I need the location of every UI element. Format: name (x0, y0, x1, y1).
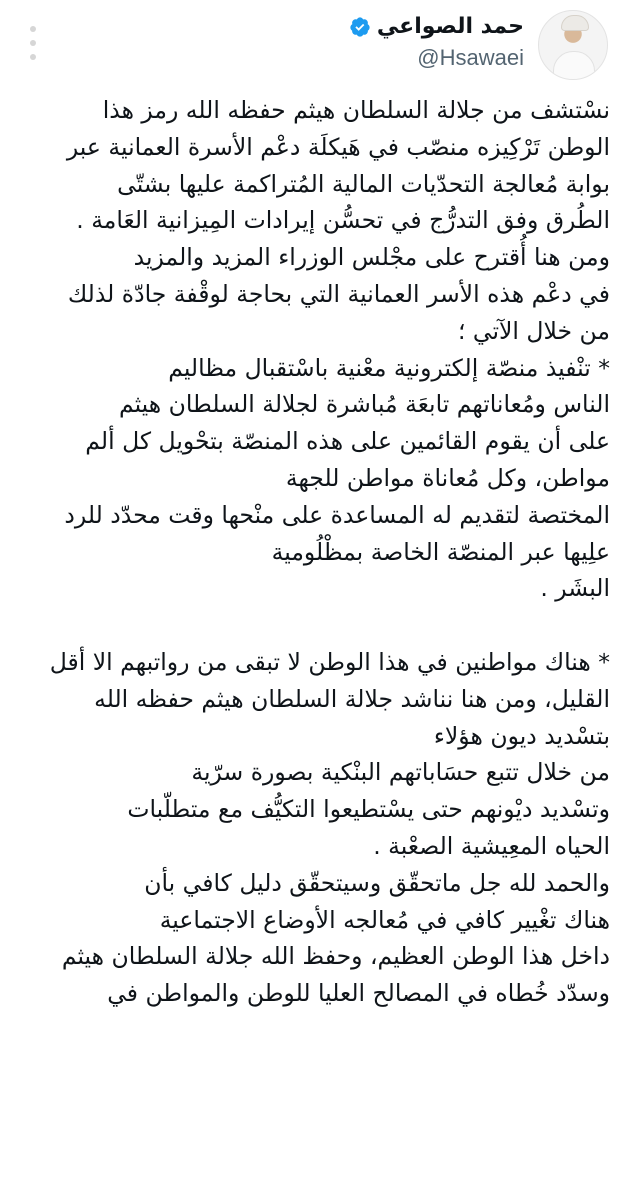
tweet-line: هناك تغْيير كافي في مُعالجه الأوضاع الاجتماعية (159, 905, 610, 934)
tweet-line: بوابة مُعالجة التحدّيات المالية المُتراكمة عليها بشتّى (117, 169, 610, 198)
tweet-line: القليل، ومن هنا نناشد جلالة السلطان هيثم حفظه الله (94, 684, 610, 713)
tweet-line: الحياه المعِيشية الصعْبة . (373, 831, 610, 860)
verified-badge-icon (349, 16, 371, 38)
tweet-line: وسدّد خُطاه في المصالح العليا للوطن والمواطن في (107, 979, 610, 1008)
tweet-line: داخل هذا الوطن العظيم، وحفظ الله جلالة السلطان هيثم (61, 942, 610, 971)
tweet-header (0, 0, 632, 88)
tweet-line: * هناك مواطنين في هذا الوطن لا تبقى من رواتبهم الا أقل (49, 647, 610, 676)
tweet-line: المختصة لتقديم له المساعدة على منْحها وقت محدّد للرد (64, 500, 610, 529)
more-options-icon[interactable] (26, 26, 40, 60)
tweet-line: الوطن تَرْكِيزه منصّب في هَيكلَة دعْم الأسرة العمانية عبر (66, 132, 610, 161)
tweet-line: وتسْديد ديْونهم حتى يسْتطيعوا التكيُّف مع متطلّبات (127, 795, 610, 824)
tweet-line: بتسْديد ديون هؤلاء (433, 721, 610, 750)
dot (30, 54, 36, 60)
tweet-line: الطُرق وفق التدرُّج في تحسُّن إيرادات المِيزانية العَامة . (76, 206, 610, 235)
dot (30, 26, 36, 32)
display-name-row (349, 14, 524, 39)
tweet-line: مواطن، وكل مُعاناة مواطن للجهة (285, 463, 610, 492)
tweet-line: في دعْم هذه الأسر العمانية التي بحاجة لوقْفة جادّة لذلك (67, 279, 610, 308)
tweet-line: الناس ومُعاناتهم تابعَة مُباشرة لجلالة السلطان هيثم (118, 390, 610, 419)
tweet-text (14, 92, 610, 1012)
dot (30, 40, 36, 46)
tweet-line: من خلال تتبع حسَاباتهم البنْكية بصورة سرّية (191, 758, 610, 787)
tweet-blank-line (14, 607, 610, 644)
tweet-line: على أن يقوم القائمين على هذه المنصّة بتحْويل كل ألم (85, 427, 610, 456)
tweet-line: والحمد لله جل ماتحقّق وسيتحقّق دليل كافي بأن (144, 868, 610, 897)
tweet-line: البشَر . (540, 574, 610, 603)
tweet-line: * تنْفيذ منصّة إلكترونية معْنية باسْتقبال مظاليم (168, 353, 610, 382)
tweet-line: نسْتشف من جلالة السلطان هيثم حفظه الله رمز هذا (102, 96, 610, 124)
tweet-line: ومن هنا أُقترح على مجْلس الوزراء المزيد والمزيد (133, 243, 610, 272)
tweet-line: علِيها عبر المنصّة الخاصة بمظْلُومية (271, 537, 610, 566)
user-info (349, 14, 524, 71)
display-name[interactable]: حمد الصواعي (376, 14, 524, 39)
user-handle[interactable]: @Hsawaei (417, 45, 524, 70)
tweet-line: من خلال الآتي ؛ (457, 316, 610, 345)
avatar[interactable] (538, 10, 608, 80)
